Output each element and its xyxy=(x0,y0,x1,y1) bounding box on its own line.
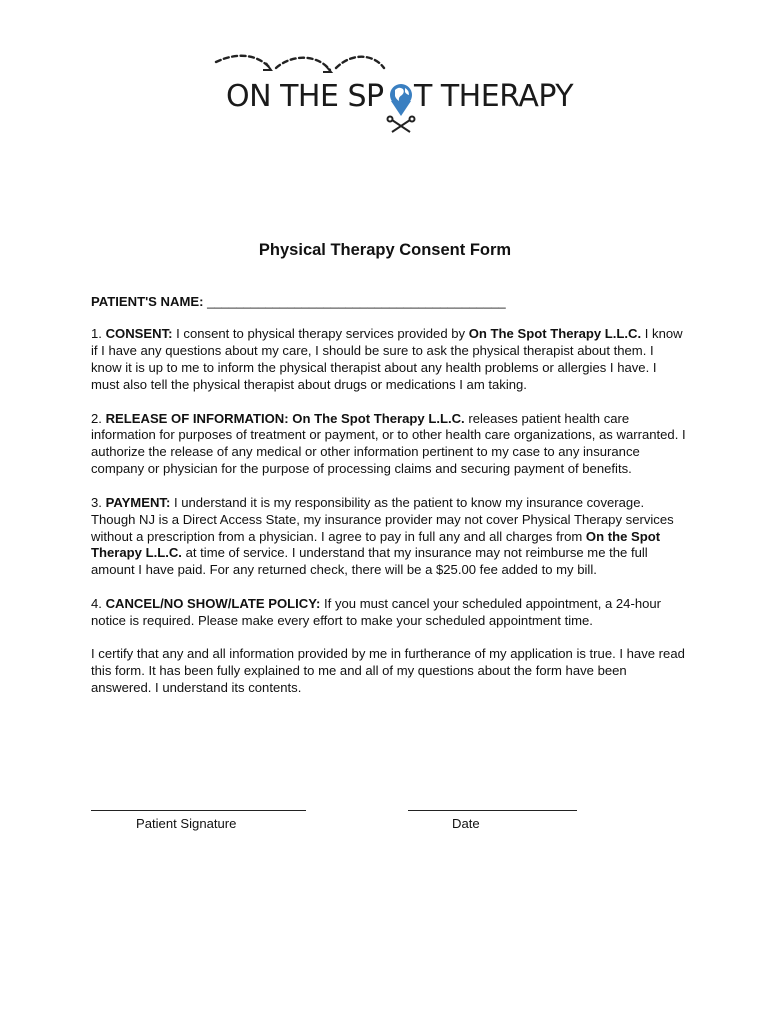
consent-heading: CONSENT: xyxy=(105,326,173,342)
cancel-heading: CANCEL/NO SHOW/LATE POLICY: xyxy=(105,595,321,611)
company-logo xyxy=(212,50,574,136)
section-payment xyxy=(91,495,686,580)
logo-dashed-arc-3 xyxy=(336,57,384,68)
logo-dashed-arc-2 xyxy=(276,58,330,70)
section-release xyxy=(91,411,686,479)
payment-heading: PAYMENT: xyxy=(105,494,171,510)
cancel-text: If you must cancel your scheduled appointment, a 24-hour notice is required. Please make every effort to make your scheduled appointment time. xyxy=(91,595,662,628)
patient-signature-line[interactable] xyxy=(91,810,306,811)
section-cancel xyxy=(91,596,686,630)
date-label: Date xyxy=(452,816,480,831)
cancel-number: 4. xyxy=(91,595,102,611)
section-consent xyxy=(91,326,686,394)
date-line[interactable] xyxy=(408,810,577,811)
logo-graphic xyxy=(212,50,574,136)
form-body xyxy=(91,294,686,714)
consent-company: On The Spot Therapy L.L.C. xyxy=(468,326,642,342)
crossed-tools-icon xyxy=(388,117,415,133)
logo-text-right: T THERAPY xyxy=(414,79,574,114)
logo-text-left: ON THE SP xyxy=(226,79,384,114)
payment-number: 3. xyxy=(91,494,102,510)
release-company: On The Spot Therapy L.L.C. xyxy=(292,410,465,426)
consent-number: 1. xyxy=(91,326,102,342)
consent-text-b: I know if I have any questions about my care, I should be sure to ask the physical therapist about them. I know it is up to me to inform the physical therapist about any health problems or allergies I have. I must also tell the physical therapist about drugs or medications I am taking. xyxy=(91,326,683,393)
globe-pin-icon xyxy=(390,84,412,116)
release-text: releases patient health care information for purposes of treatment or payment, or to other health care organizations, as warranted. I authorize the release of any medical or other information pertinent to my case to any insurance company or physician for the purpose of processing claims and securing payment of benefits. xyxy=(91,410,686,477)
payment-company: On the Spot Therapy L.L.C. xyxy=(91,528,661,561)
document-title: Physical Therapy Consent Form xyxy=(258,241,512,259)
logo-dashed-arc-1 xyxy=(216,56,270,68)
release-heading: RELEASE OF INFORMATION: xyxy=(105,410,289,426)
patient-name-field[interactable]: _________________________________________ xyxy=(207,294,506,309)
consent-text-a: I consent to physical therapy services provided by xyxy=(176,326,466,342)
payment-text-b: at time of service. I understand that my insurance may not reimburse me the full amount I have paid. For any returned check, there will be a $25.00 fee added to my bill. xyxy=(91,545,648,578)
release-number: 2. xyxy=(91,410,102,426)
certification-text: I certify that any and all information provided by me in furtherance of my application is true. I have read this form. It has been fully explained to me and all of my questions about the form have been answered. I understand its contents. xyxy=(91,646,685,696)
patient-signature-label: Patient Signature xyxy=(136,816,237,831)
patient-name-row xyxy=(91,294,686,311)
patient-name-label: PATIENT'S NAME: xyxy=(91,294,204,309)
payment-text-a: I understand it is my responsibility as the patient to know my insurance coverage. Though NJ is a Direct Access State, my insurance provider may not cover Physical Therapy services without a prescription from a physician. I agree to pay in full any and all charges from xyxy=(91,494,674,544)
